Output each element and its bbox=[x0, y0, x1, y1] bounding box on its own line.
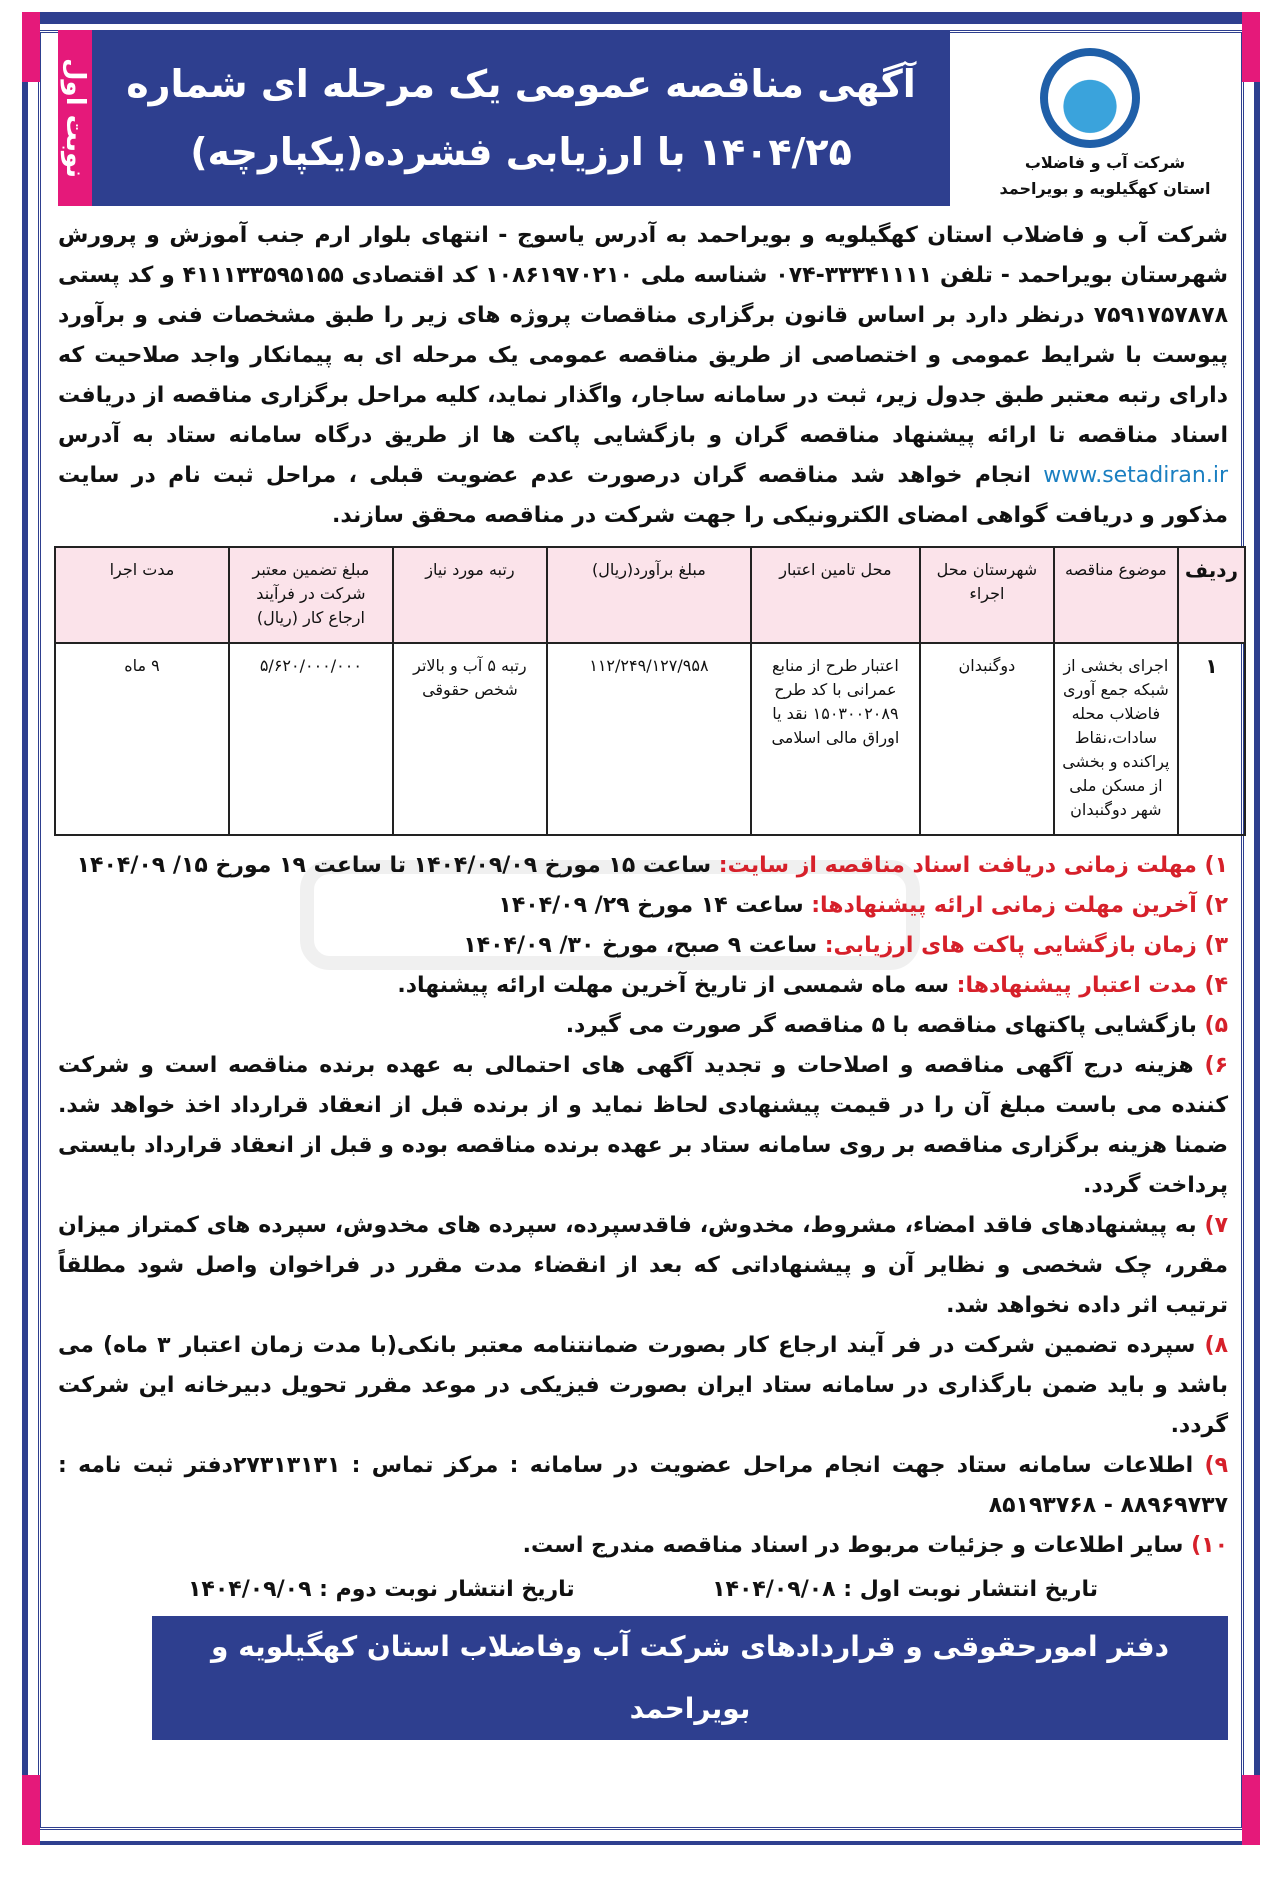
company-name-line-1: شرکت آب و فاضلاب bbox=[1024, 153, 1186, 172]
item-text: سایر اطلاعات و جزئیات مربوط در اسناد مناقصه مندرج است. bbox=[522, 1533, 1192, 1558]
list-item bbox=[58, 966, 1228, 1006]
table-row bbox=[55, 643, 1245, 835]
list-item bbox=[58, 1446, 1228, 1526]
company-name-line-2: استان کهگیلویه و بویراحمد bbox=[999, 179, 1211, 198]
item-text: ساعت ۱۵ مورخ ۱۴۰۴/۰۹/۰۹ تا ساعت ۱۹ مورخ ۱۵/ ۱۴۰۴/۰۹ bbox=[76, 853, 719, 878]
item-text: اطلاعات سامانه ستاد جهت انجام مراحل عضویت در سامانه : مرکز تماس : ۲۷۳۱۳۱۳۱دفتر ثبت نامه : ۸۸۹۶۹۷۳۷ - ۸۵۱۹۳۷۶۸ bbox=[58, 1453, 1228, 1518]
list-item bbox=[58, 1006, 1228, 1046]
item-label: ۵) bbox=[1204, 1013, 1228, 1038]
cell: ۱ bbox=[1178, 643, 1245, 835]
item-text: سپرده تضمین شرکت در فر آیند ارجاع کار بصورت ضمانتنامه معتبر بانکی(با مدت زمان اعتبار ۳ ماه) می باشد و باید ضمن بارگذاری در سامانه ستاد ایران بصورت فیزیکی در موعد مقرر تحویل دبیرخانه این شرکت گردد. bbox=[58, 1333, 1228, 1438]
second-publication-date: تاریخ انتشار نوبت دوم : ۱۴۰۴/۰۹/۰۹ bbox=[188, 1577, 575, 1602]
col-header: محل تامین اعتبار bbox=[751, 547, 920, 643]
round-badge: نوبت اول bbox=[58, 30, 92, 206]
list-item bbox=[58, 926, 1228, 966]
table-header-row bbox=[55, 547, 1245, 643]
publication-dates bbox=[188, 1572, 1098, 1608]
col-header: ردیف bbox=[1178, 547, 1245, 643]
item-label: ۷) bbox=[1204, 1213, 1228, 1238]
list-item bbox=[58, 886, 1228, 926]
cell: ۵/۶۲۰/۰۰۰/۰۰۰ bbox=[229, 643, 393, 835]
setad-link[interactable]: www.setadiran.ir bbox=[1043, 463, 1228, 488]
item-label: ۴) مدت اعتبار پیشنهادها: bbox=[956, 973, 1228, 998]
item-label: ۳) زمان بازگشایی پاکت های ارزیابی: bbox=[824, 933, 1228, 958]
conditions-list bbox=[58, 846, 1228, 1566]
item-text: به پیشنهادهای فاقد امضاء، مشروط، مخدوش، فاقدسپرده، سپرده های مخدوش، سپرده های کمتراز میزان مقرر، چک شخصی و نظایر آن و پیشنهاداتی که بعد از انقضاء مدت مقرر در فراخوان واصل شود مطلقاً ترتیب اثر داده نخواهد شد. bbox=[58, 1213, 1228, 1318]
item-text: ساعت ۱۴ مورخ ۲۹/ ۱۴۰۴/۰۹ bbox=[498, 893, 812, 918]
intro-paragraph bbox=[58, 216, 1228, 536]
corner-decoration bbox=[1242, 12, 1260, 82]
first-publication-date: تاریخ انتشار نوبت اول : ۱۴۰۴/۰۹/۰۸ bbox=[712, 1577, 1098, 1602]
cell: رتبه ۵ آب و بالاتر شخص حقوقی bbox=[393, 643, 547, 835]
cell: اعتبار طرح از منابع عمرانی با کد طرح ۱۵۰۳۰۰۲۰۸۹ نقد یا اوراق مالی اسلامی bbox=[751, 643, 920, 835]
list-item bbox=[58, 1046, 1228, 1206]
ad-body bbox=[58, 0, 1238, 1740]
item-label: ۹) bbox=[1204, 1453, 1228, 1478]
item-label: ۲) آخرین مهلت زمانی ارائه پیشنهادها: bbox=[811, 893, 1228, 918]
title-line-1: آگهی مناقصه عمومی یک مرحله ای شماره bbox=[126, 62, 916, 106]
list-item bbox=[58, 846, 1228, 886]
footer-bar: دفتر امورحقوقی و قراردادهای شرکت آب وفاضلاب استان کهگیلویه و بویراحمد bbox=[152, 1616, 1228, 1740]
cell: دوگنبدان bbox=[920, 643, 1054, 835]
item-label: ۱۰) bbox=[1191, 1533, 1228, 1558]
intro-text-end: انجام خواهد شد مناقصه گران درصورت عدم عضویت قبلی ، مراحل ثبت نام در سایت مذکور و دریافت گواهی امضای الکترونیکی را جهت شرکت در مناقصه محقق سازند. bbox=[58, 463, 1228, 528]
item-text: سه ماه شمسی از تاریخ آخرین مهلت ارائه پیشنهاد. bbox=[397, 973, 957, 998]
col-header: شهرستان محل اجراء bbox=[920, 547, 1054, 643]
cell: ۹ ماه bbox=[55, 643, 229, 835]
title-line-2: ۱۴۰۴/۲۵ با ارزیابی فشرده(یکپارچه) bbox=[190, 130, 852, 174]
item-text: ساعت ۹ صبح، مورخ ۳۰/ ۱۴۰۴/۰۹ bbox=[463, 933, 825, 958]
list-item bbox=[58, 1206, 1228, 1326]
col-header: مدت اجرا bbox=[55, 547, 229, 643]
corner-decoration bbox=[22, 1775, 40, 1845]
list-item bbox=[58, 1326, 1228, 1446]
col-header: مبلغ برآورد(ریال) bbox=[547, 547, 751, 643]
col-header: رتبه مورد نیاز bbox=[393, 547, 547, 643]
item-label: ۶) bbox=[1204, 1053, 1228, 1078]
col-header: موضوع مناقصه bbox=[1054, 547, 1178, 643]
corner-decoration bbox=[1242, 1775, 1260, 1845]
corner-decoration bbox=[22, 12, 40, 82]
item-label: ۱) مهلت زمانی دریافت اسناد مناقصه از سایت: bbox=[718, 853, 1228, 878]
tender-table bbox=[54, 546, 1246, 836]
list-item bbox=[58, 1526, 1228, 1566]
cell: اجرای بخشی از شبکه جمع آوری فاضلاب محله سادات،نقاط پراکنده و بخشی از مسکن ملی شهر دوگنبدان bbox=[1054, 643, 1178, 835]
cell: ۱۱۲/۲۴۹/۱۲۷/۹۵۸ bbox=[547, 643, 751, 835]
item-text: بازگشایی پاکتهای مناقصه با ۵ مناقصه گر صورت می گیرد. bbox=[565, 1013, 1205, 1038]
item-label: ۸) bbox=[1204, 1333, 1228, 1358]
col-header: مبلغ تضمین معتبر شرکت در فرآیند ارجاع کار (ریال) bbox=[229, 547, 393, 643]
item-text: هزینه درج آگهی مناقصه و اصلاحات و تجدید آگهی های احتمالی به عهده برنده مناقصه است و شرکت کننده می باست مبلغ آن را در قیمت پیشنهادی لحاظ نماید و از برنده قبل از انعقاد قرارداد اخذ خواهد شد. ضمنا هزینه برگزاری مناقصه بر روی سامانه ستاد بر عهده برنده مناقصه بوده و قبل از انعقاد قرارداد بایستی پرداخت گردد. bbox=[58, 1053, 1228, 1198]
intro-text: شرکت آب و فاضلاب استان کهگیلویه و بویراحمد به آدرس یاسوج - انتهای بلوار ارم جنب آموزش و پرورش شهرستان بویراحمد - تلفن ۳۳۳۴۱۱۱۱-۰۷۴ شناسه ملی ۱۰۸۶۱۹۷۰۲۱۰ کد اقتصادی ۴۱۱۱۳۳۵۹۵۱۵۵ و کد پستی ۷۵۹۱۷۵۷۸۷۸ درنظر دارد بر اساس قانون برگزاری مناقصات پروژه های زیر را طبق مشخصات فنی و برآورد پیوست با شرایط عمومی و اختصاصی از طریق مناقصه عمومی یک مرحله ای به پیمانکار واجد صلاحیت که دارای رتبه معتبر طبق جدول زیر، ثبت در سامانه ساجار، واگذار نماید، کلیه مراحل برگزاری مناقصه از دریافت اسناد مناقصه تا ارائه پیشنهاد مناقصه گران و بازگشایی پاکت ها از طریق درگاه سامانه ستاد به آدرس bbox=[58, 223, 1228, 448]
